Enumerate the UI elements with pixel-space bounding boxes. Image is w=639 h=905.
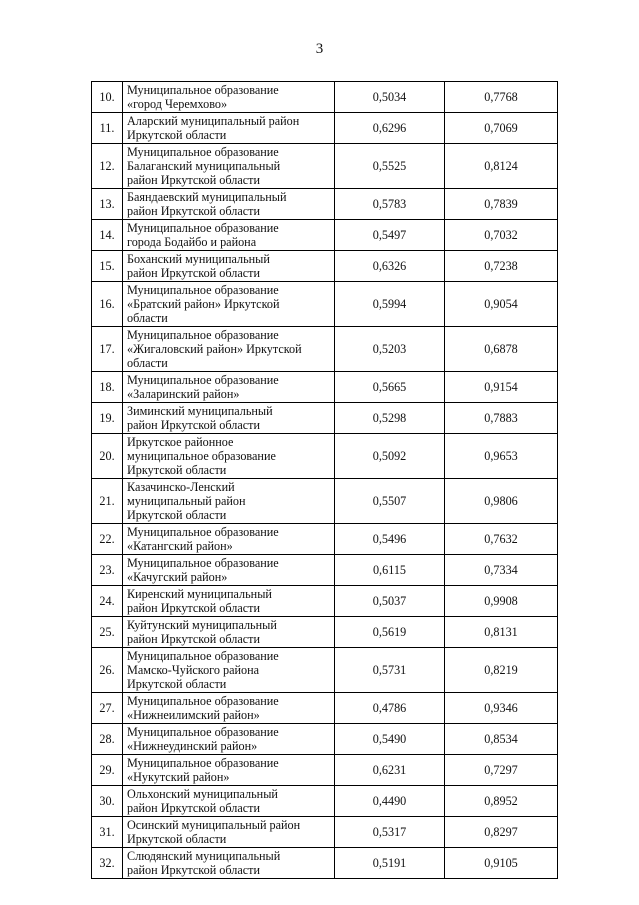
value-2: 0,7632 — [445, 524, 558, 555]
value-2: 0,8952 — [445, 786, 558, 817]
value-2: 0,8219 — [445, 648, 558, 693]
value-2: 0,9806 — [445, 479, 558, 524]
row-number: 25. — [92, 617, 123, 648]
table-row — [92, 479, 558, 524]
municipality-name: Боханский муниципальный район Иркутской области — [123, 251, 335, 282]
row-number: 28. — [92, 724, 123, 755]
row-number: 17. — [92, 327, 123, 372]
table-row — [92, 724, 558, 755]
value-2: 0,9908 — [445, 586, 558, 617]
table-row — [92, 403, 558, 434]
value-2: 0,8124 — [445, 144, 558, 189]
row-number: 16. — [92, 282, 123, 327]
value-1: 0,5731 — [335, 648, 445, 693]
value-1: 0,6296 — [335, 113, 445, 144]
value-2: 0,7839 — [445, 189, 558, 220]
value-1: 0,5783 — [335, 189, 445, 220]
row-number: 30. — [92, 786, 123, 817]
row-number: 26. — [92, 648, 123, 693]
value-1: 0,5034 — [335, 82, 445, 113]
row-number: 18. — [92, 372, 123, 403]
value-2: 0,8297 — [445, 817, 558, 848]
table-row — [92, 251, 558, 282]
municipality-name: Муниципальное образование «Заларинский район» — [123, 372, 335, 403]
table-row — [92, 555, 558, 586]
municipality-name: Баяндаевский муниципальный район Иркутской области — [123, 189, 335, 220]
municipality-name: Муниципальное образование «Катангский район» — [123, 524, 335, 555]
value-1: 0,5203 — [335, 327, 445, 372]
page-number: 3 — [315, 41, 324, 57]
row-number: 12. — [92, 144, 123, 189]
municipality-name: Аларский муниципальный район Иркутской области — [123, 113, 335, 144]
value-1: 0,5037 — [335, 586, 445, 617]
value-1: 0,5092 — [335, 434, 445, 479]
municipality-name: Казачинско-Ленский муниципальный район Иркутской области — [123, 479, 335, 524]
value-2: 0,7238 — [445, 251, 558, 282]
value-2: 0,7768 — [445, 82, 558, 113]
table-body — [92, 82, 558, 879]
row-number: 10. — [92, 82, 123, 113]
table-row — [92, 693, 558, 724]
value-2: 0,7069 — [445, 113, 558, 144]
value-2: 0,7297 — [445, 755, 558, 786]
value-2: 0,9054 — [445, 282, 558, 327]
table-row — [92, 113, 558, 144]
value-1: 0,4786 — [335, 693, 445, 724]
table-row — [92, 586, 558, 617]
row-number: 21. — [92, 479, 123, 524]
table-row — [92, 524, 558, 555]
value-2: 0,9653 — [445, 434, 558, 479]
value-1: 0,6231 — [335, 755, 445, 786]
table-row — [92, 144, 558, 189]
municipality-name: Муниципальное образование Балаганский муниципальный район Иркутской области — [123, 144, 335, 189]
municipality-name: Киренский муниципальный район Иркутской области — [123, 586, 335, 617]
value-1: 0,5191 — [335, 848, 445, 879]
table-row — [92, 82, 558, 113]
row-number: 32. — [92, 848, 123, 879]
row-number: 27. — [92, 693, 123, 724]
row-number: 20. — [92, 434, 123, 479]
table-row — [92, 755, 558, 786]
table-row — [92, 189, 558, 220]
table-row — [92, 282, 558, 327]
value-1: 0,5994 — [335, 282, 445, 327]
value-2: 0,9154 — [445, 372, 558, 403]
data-table — [91, 81, 558, 879]
row-number: 22. — [92, 524, 123, 555]
municipality-name: Слюдянский муниципальный район Иркутской области — [123, 848, 335, 879]
value-1: 0,5525 — [335, 144, 445, 189]
municipality-name: Муниципальное образование «город Черемхово» — [123, 82, 335, 113]
value-2: 0,9105 — [445, 848, 558, 879]
value-2: 0,8534 — [445, 724, 558, 755]
row-number: 24. — [92, 586, 123, 617]
municipality-name: Осинский муниципальный район Иркутской области — [123, 817, 335, 848]
value-1: 0,5496 — [335, 524, 445, 555]
row-number: 13. — [92, 189, 123, 220]
municipality-name: Муниципальное образование «Нижнеилимский район» — [123, 693, 335, 724]
table-row — [92, 848, 558, 879]
value-1: 0,5507 — [335, 479, 445, 524]
row-number: 19. — [92, 403, 123, 434]
value-1: 0,5490 — [335, 724, 445, 755]
municipality-name: Муниципальное образование города Бодайбо и района — [123, 220, 335, 251]
row-number: 14. — [92, 220, 123, 251]
table-row — [92, 617, 558, 648]
value-1: 0,6326 — [335, 251, 445, 282]
row-number: 29. — [92, 755, 123, 786]
table-row — [92, 372, 558, 403]
value-2: 0,8131 — [445, 617, 558, 648]
municipality-name: Муниципальное образование «Нижнеудинский район» — [123, 724, 335, 755]
value-1: 0,5665 — [335, 372, 445, 403]
municipality-name: Куйтунский муниципальный район Иркутской области — [123, 617, 335, 648]
table-row — [92, 786, 558, 817]
municipality-name: Муниципальное образование «Качугский район» — [123, 555, 335, 586]
value-1: 0,5619 — [335, 617, 445, 648]
municipality-name: Иркутское районное муниципальное образование Иркутской области — [123, 434, 335, 479]
value-2: 0,7334 — [445, 555, 558, 586]
table-row — [92, 648, 558, 693]
table-row — [92, 220, 558, 251]
value-1: 0,6115 — [335, 555, 445, 586]
table-row — [92, 434, 558, 479]
municipality-name: Муниципальное образование «Братский район» Иркутской области — [123, 282, 335, 327]
value-1: 0,5497 — [335, 220, 445, 251]
table-row — [92, 327, 558, 372]
municipality-name: Муниципальное образование «Жигаловский район» Иркутской области — [123, 327, 335, 372]
value-2: 0,7883 — [445, 403, 558, 434]
row-number: 11. — [92, 113, 123, 144]
municipality-name: Муниципальное образование «Нукутский район» — [123, 755, 335, 786]
municipality-name: Ольхонский муниципальный район Иркутской области — [123, 786, 335, 817]
row-number: 23. — [92, 555, 123, 586]
value-2: 0,7032 — [445, 220, 558, 251]
row-number: 31. — [92, 817, 123, 848]
value-1: 0,5317 — [335, 817, 445, 848]
table-row — [92, 817, 558, 848]
value-1: 0,5298 — [335, 403, 445, 434]
municipality-name: Зиминский муниципальный район Иркутской области — [123, 403, 335, 434]
row-number: 15. — [92, 251, 123, 282]
value-2: 0,9346 — [445, 693, 558, 724]
value-2: 0,6878 — [445, 327, 558, 372]
municipality-name: Муниципальное образование Мамско-Чуйского района Иркутской области — [123, 648, 335, 693]
value-1: 0,4490 — [335, 786, 445, 817]
